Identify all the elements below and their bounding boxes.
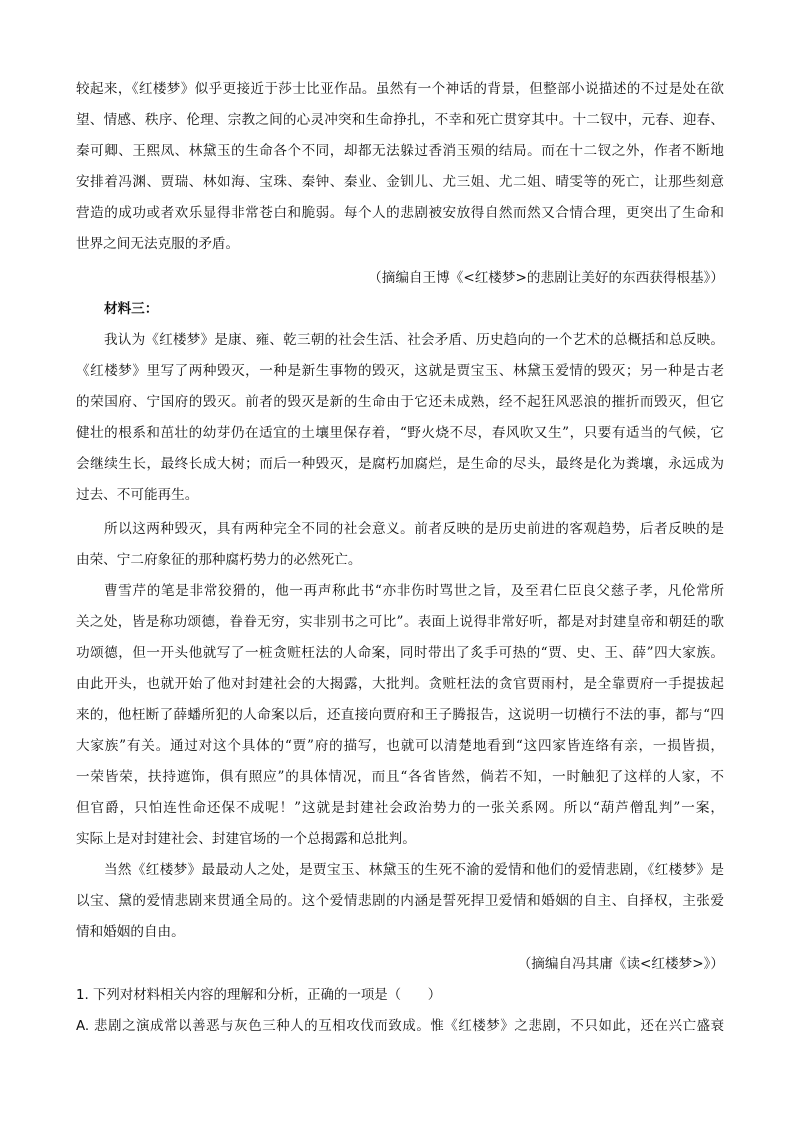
- text-line: 一荣皆荣，扶持遮饰，俱有照应”的具体情况，而且“各省皆然，倘若不知，一时触犯了这样的人家，不: [76, 769, 724, 785]
- text-line: 健壮的根系和茁壮的幼芽仍在适宜的土壤里保存着，“野火烧不尽，春风吹又生”，只要有适当的气候，它: [76, 425, 724, 441]
- text-line: 实际上是对封建社会、封建官场的一个总揭露和总批判。: [76, 831, 416, 847]
- text-line: 情和婚姻的自由。: [76, 924, 185, 940]
- text-line: 功颂德，但一开头他就写了一桩贪赃枉法的人命案，同时带出了炙手可热的“贾、史、王、薛”四大家族。: [76, 645, 724, 661]
- text-line: 但官爵，只怕连性命还保不成呢！”这就是封建社会政治势力的一张关系网。所以“葫芦僧乱判”一案，: [76, 800, 724, 816]
- text-line: 关之处，皆是称功颂德，眷眷无穷，实非别书之可比”。表面上说得非常好听，都是对封建皇帝和朝廷的歌: [76, 614, 724, 630]
- text-line: 以宝、黛的爱情悲剧来贯通全局的。这个爱情悲剧的内涵是誓死捍卫爱情和婚姻的自主、自择权，主张爱: [76, 893, 724, 909]
- citation-text: （摘编自冯其庸《读<红楼梦>》）: [517, 956, 724, 972]
- text-line: 望、情感、秩序、伦理、宗教之间的心灵冲突和生命挣扎，不幸和死亡贯穿其中。十二钗中，元春、迎春、: [76, 112, 724, 128]
- text-line: 秦可卿、王熙凤、林黛玉的生命各个不同，却都无法躲过香消玉殒的结局。而在十二钗之外，作者不断地: [76, 143, 724, 159]
- question-stem: 1. 下列对材料相关内容的理解和分析，正确的一项是（ ）: [76, 988, 442, 1003]
- section-heading: 材料三：: [104, 301, 159, 317]
- text-line: 过去、不可能再生。: [76, 487, 199, 503]
- text-line: 《红楼梦》里写了两种毁灭，一种是新生事物的毁灭，这就是贾宝玉、林黛玉爱情的毁灭；另一种是古老: [76, 363, 724, 379]
- text-line: 我认为《红楼梦》是康、雍、乾三朝的社会生活、社会矛盾、历史趋向的一个艺术的总概括和总反映。: [104, 332, 724, 348]
- text-line: 大家族”有关。通过对这个具体的“贾”府的描写，也就可以清楚地看到“这四家皆连络有亲，一损皆损，: [76, 738, 724, 754]
- text-line: 曹雪芹的笔是非常狡猾的，他一再声称此书“亦非伤时骂世之旨，及至君仁臣良父慈子孝，凡伦常所: [104, 583, 724, 599]
- text-line: 会继续生长，最终长成大树；而后一种毁灭，是腐朽加腐烂，是生命的尽头，最终是化为粪壤，永远成为: [76, 456, 724, 472]
- citation-text: （摘编自王博《<红楼梦>的悲剧让美好的东西获得根基》）: [368, 270, 724, 286]
- text-line: 由荣、宁二府象征的那种腐朽势力的必然死亡。: [76, 552, 362, 568]
- text-line: 较起来，《红楼梦》似乎更接近于莎士比亚作品。虽然有一个神话的背景，但整部小说描述的不过是处在欲: [76, 81, 724, 97]
- text-line: 的荣国府、宁国府的毁灭。前者的毁灭是新的生命由于它还未成熟，经不起狂风恶浪的摧折而毁灭，但它: [76, 394, 724, 410]
- text-line: 由此开头，也就开始了他对封建社会的大揭露，大批判。贪赃枉法的贪官贾雨村，是全靠贾府一手提拔起: [76, 676, 724, 692]
- option-a: A. 悲剧之演成常以善恶与灰色三种人的互相攻伐而致成。惟《红楼梦》之悲剧，不只如此，还在兴亡盛衰: [76, 1019, 724, 1034]
- text-line: 来的，他枉断了薛蟠所犯的人命案以后，还直接向贾府和王子腾报告，这说明一切横行不法的事，都与“四: [76, 707, 724, 723]
- text-line: 安排着冯渊、贾瑞、林如海、宝珠、秦钟、秦业、金钏儿、尤三姐、尤二姐、晴雯等的死亡，让那些刻意: [76, 174, 724, 190]
- text-line: 所以这两种毁灭，具有两种完全不同的社会意义。前者反映的是历史前进的客观趋势，后者反映的是: [104, 521, 724, 537]
- text-line: 当然《红楼梦》最最动人之处，是贾宝玉、林黛玉的生死不渝的爱情和他们的爱情悲剧，《红楼梦》是: [104, 862, 724, 878]
- text-line: 世界之间无法克服的矛盾。: [76, 236, 240, 252]
- text-line: 营造的成功或者欢乐显得非常苍白和脆弱。每个人的悲剧被安放得自然而然又合情合理，更突出了生命和: [76, 205, 724, 221]
